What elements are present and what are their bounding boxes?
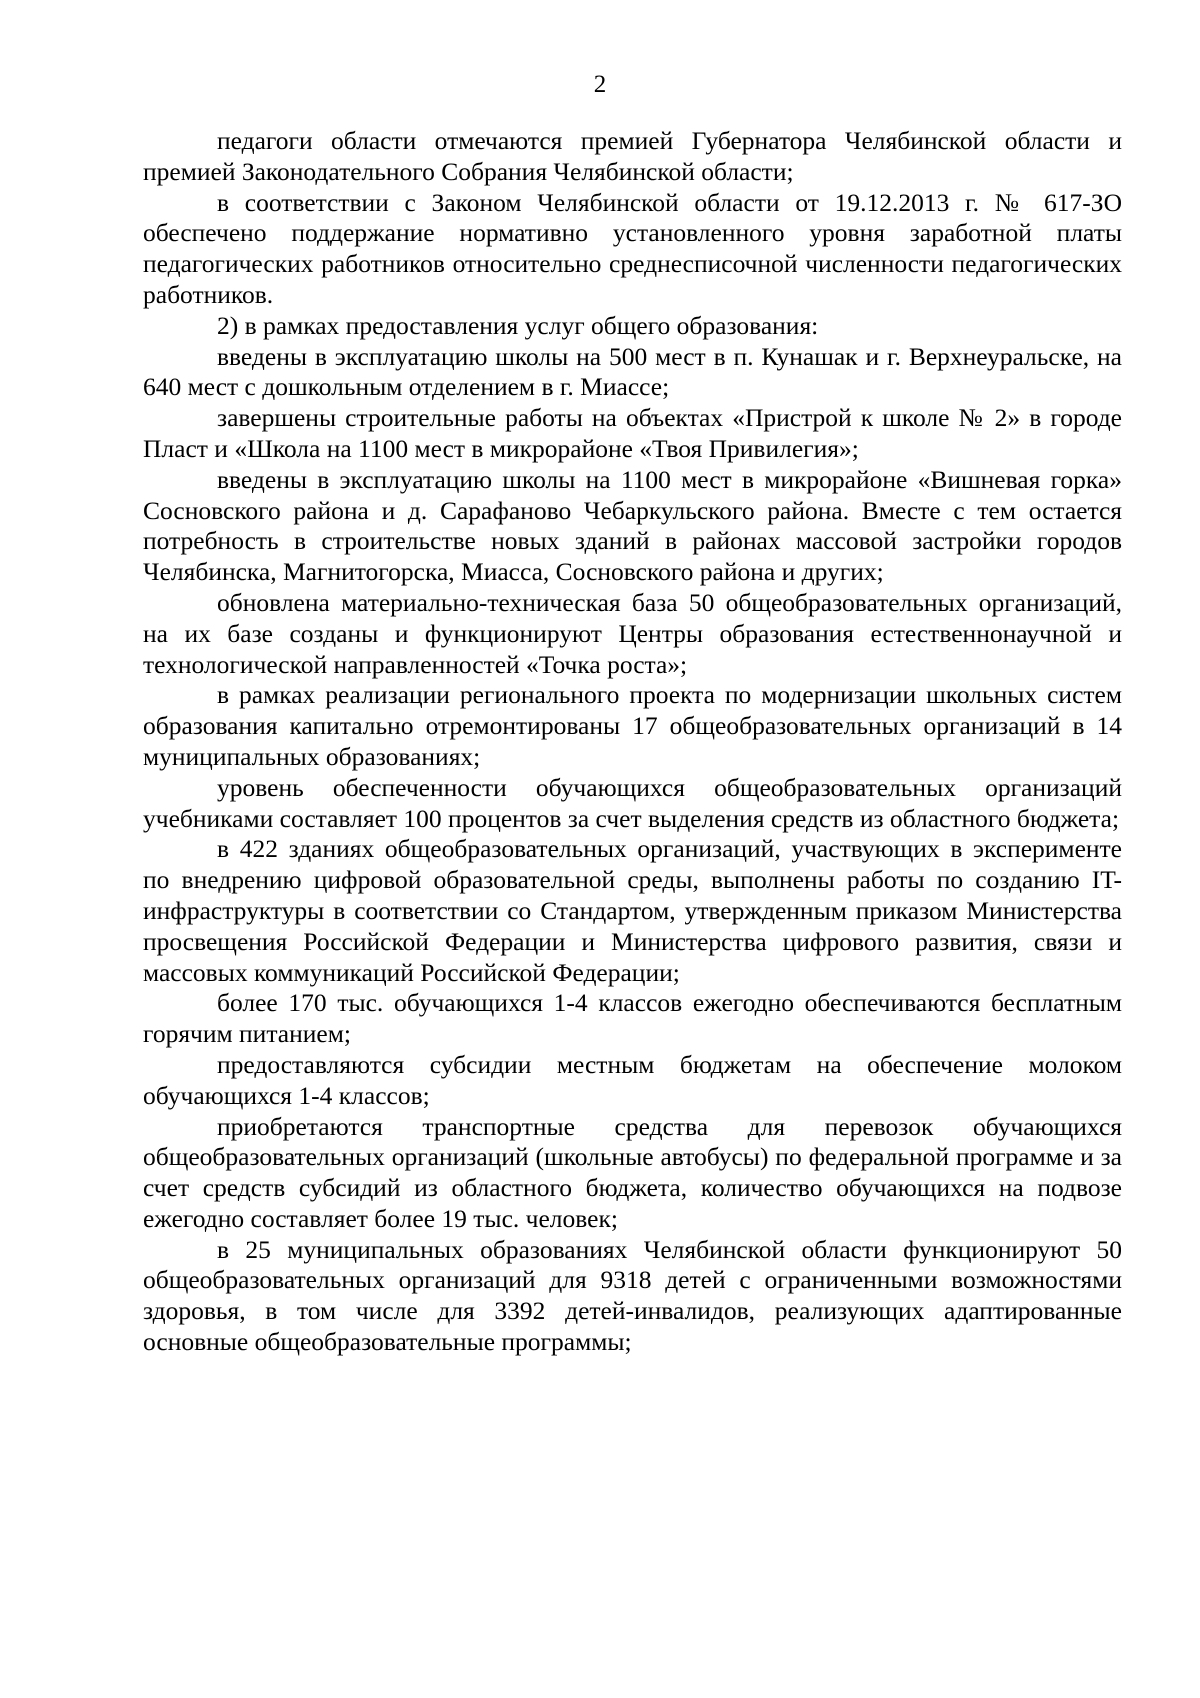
paragraph: в 422 зданиях общеобразовательных организаций, участвующих в эксперименте по внедрению цифровой образовательной среды, выполнены работы по созданию IT-инфраструктуры в соответствии со Стандартом, утвержденным приказом Министерства просвещения Российской Федерации и Министерства цифрового развития, связи и массовых коммуникаций Российской Федерации; <box>143 834 1122 987</box>
page-number: 2 <box>593 71 607 98</box>
paragraph: завершены строительные работы на объектах «Пристрой к школе № 2» в городе Пласт и «Школа на 1100 мест в микрорайоне «Твоя Привилегия»; <box>143 403 1122 463</box>
paragraph: уровень обеспеченности обучающихся общеобразовательных организаций учебниками составляет 100 процентов за счет выделения средств из областного бюджета; <box>143 772 1122 833</box>
paragraph: 2) в рамках предоставления услуг общего образования: <box>217 310 819 340</box>
paragraph: введены в эксплуатацию школы на 1100 мест в микрорайоне «Вишневая горка» Сосновского района и д. Сарафаново Чебаркульского района. Вместе с тем остается потребность в строительстве новых зданий в районах массовой застройки городов Челябинска, Магнитогорска, Миасса, Сосновского района и других; <box>143 464 1122 587</box>
paragraph: введены в эксплуатацию школы на 500 мест в п. Кунашак и г. Верхнеуральске, на 640 мест с дошкольным отделением в г. Миассе; <box>143 341 1122 402</box>
paragraph: предоставляются субсидии местным бюджетам на обеспечение молоком обучающихся 1-4 классов; <box>143 1049 1122 1110</box>
paragraph: в 25 муниципальных образованиях Челябинской области функционируют 50 общеобразовательных организаций для 9318 детей с ограниченными возможностями здоровья, в том числе для 3392 детей-инвалидов, реализующих адаптированные основные общеобразовательные программы; <box>143 1234 1122 1357</box>
document-body <box>143 126 1122 1358</box>
paragraph: в рамках реализации регионального проекта по модернизации школьных систем образования капитально отремонтированы 17 общеобразовательных организаций в 14 муниципальных образованиях; <box>143 680 1122 771</box>
paragraph: педагоги области отмечаются премией Губернатора Челябинской области и премией Законодательного Собрания Челябинской области; <box>143 126 1122 186</box>
paragraph: приобретаются транспортные средства для перевозок обучающихся общеобразовательных организаций (школьные автобусы) по федеральной программе и за счет средств субсидий из областного бюджета, количество обучающихся на подвозе ежегодно составляет более 19 тыс. человек; <box>143 1111 1122 1233</box>
paragraph: в соответствии с Законом Челябинской области от 19.12.2013 г. № 617-ЗО обеспечено поддержание нормативно установленного уровня заработной платы педагогических работников относительно среднесписочной численности педагогических работников. <box>143 187 1122 309</box>
paragraph: более 170 тыс. обучающихся 1-4 классов ежегодно обеспечиваются бесплатным горячим питанием; <box>143 988 1122 1049</box>
paragraph: обновлена материально-техническая база 50 общеобразовательных организаций, на их базе созданы и функционируют Центры образования естественнонаучной и технологической направленностей «Точка роста»; <box>143 587 1122 679</box>
